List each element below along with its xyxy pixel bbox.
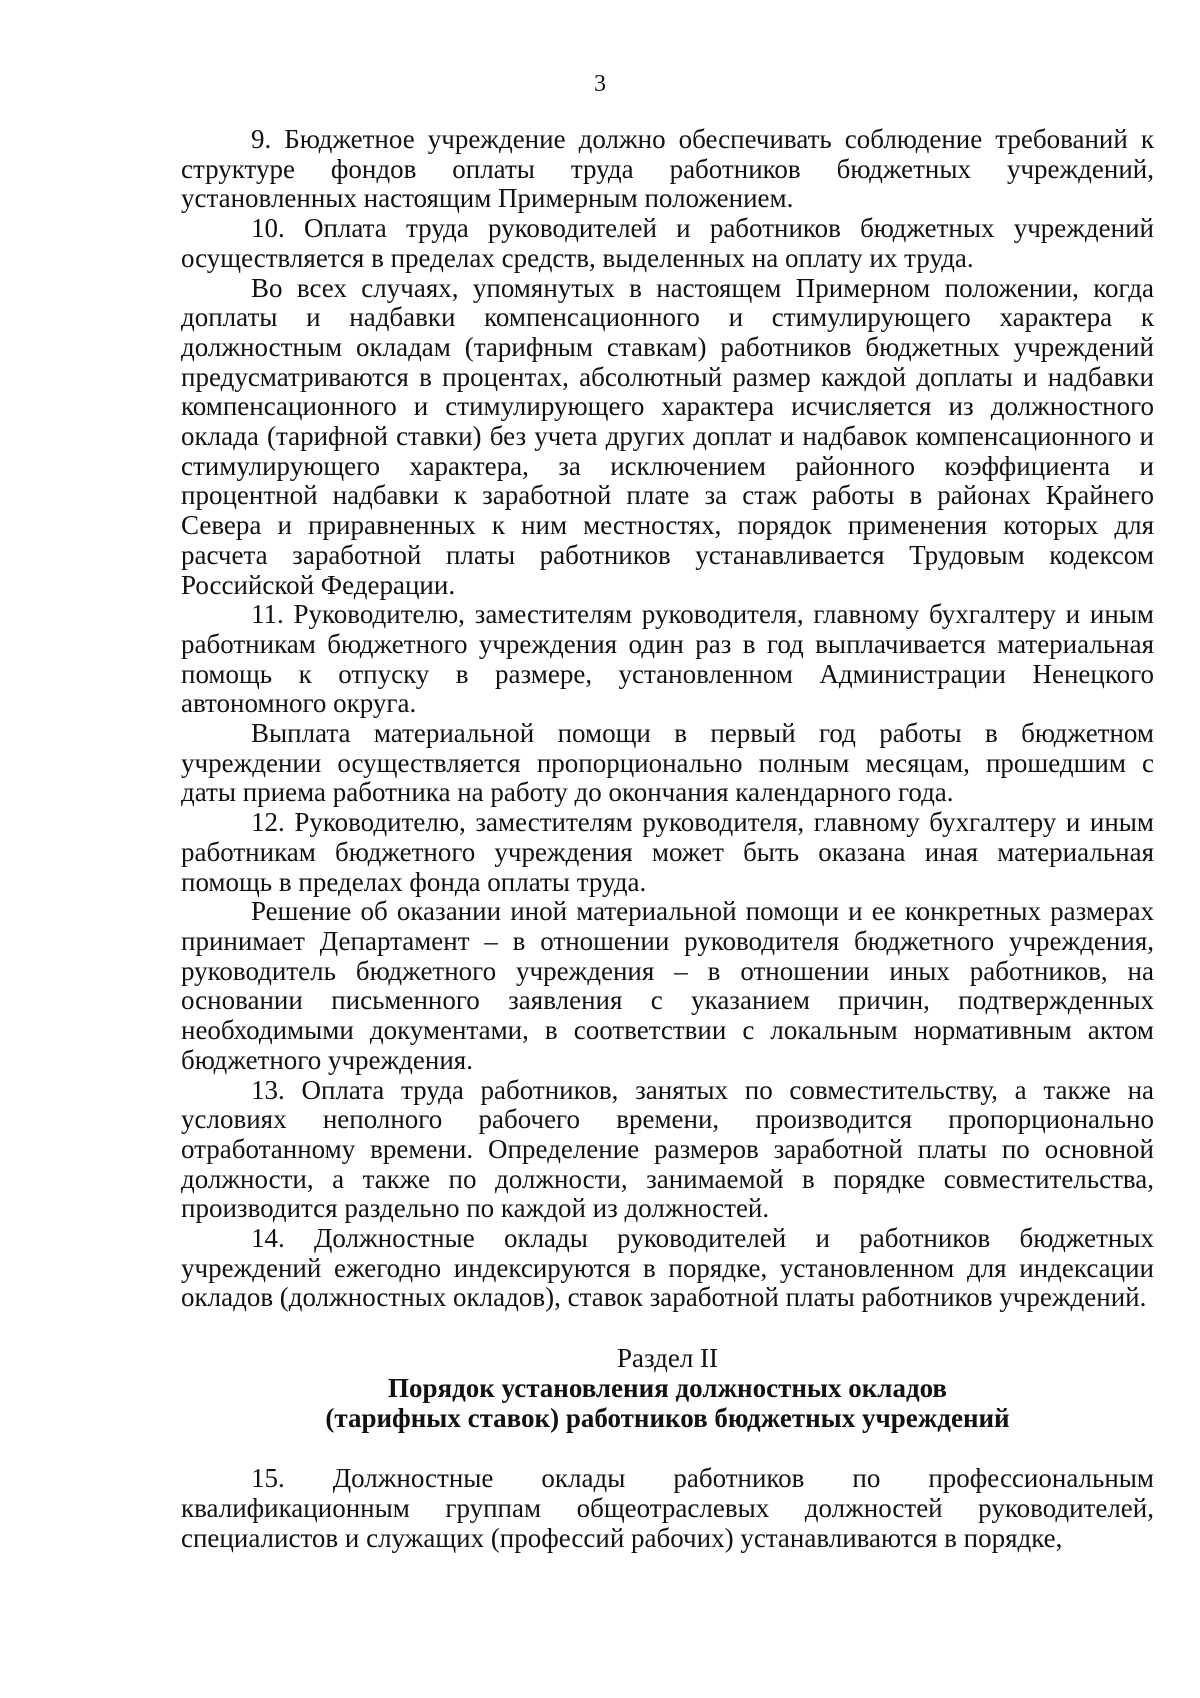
paragraph-11-continuation: Выплата материальной помощи в первый год работы в бюджетном учреждении осуществляется пропорционально полным месяцам, прошедшим с даты приема работника на работу до окончания календарного года. (181, 718, 1154, 808)
section-label: Раздел II (616, 1343, 719, 1374)
paragraph-14: 14. Должностные оклады руководителей и работников бюджетных учреждений ежегодно индексируются в порядке, установленном для индексации окладов (должностных окладов), ставок заработной платы работников учреждений. (181, 1223, 1154, 1313)
paragraph-12: 12. Руководителю, заместителям руководителя, главному бухгалтеру и иным работникам бюджетного учреждения может быть оказана иная материальная помощь в пределах фонда оплаты труда. (181, 807, 1154, 897)
page-number: 3 (594, 71, 606, 97)
paragraph-11: 11. Руководителю, заместителям руководителя, главному бухгалтеру и иным работникам бюджетного учреждения один раз в год выплачивается материальная помощь к отпуску в размере, установленном Администрации Ненецкого автономного округа. (181, 599, 1154, 719)
paragraph-10-continuation: Во всех случаях, упомянутых в настоящем Примерном положении, когда доплаты и надбавки компенсационного и стимулирующего характера к должностным окладам (тарифным ставкам) работников бюджетных учреждений предусматриваются в процентах, абсолютный размер каждой доплаты и надбавки компенсационного и стимулирующего характера исчисляется из должностного оклада (тарифной ставки) без учета других доплат и надбавок компенсационного и стимулирующего характера, за исключением районного коэффициента и процентной надбавки к заработной плате за стаж работы в районах Крайнего Севера и приравненных к ним местностях, порядок применения которых для расчета заработной платы работников устанавливается Трудовым кодексом Российской Федерации. (181, 272, 1154, 600)
paragraph-15: 15. Должностные оклады работников по профессиональным квалификационным группам общеотраслевых должностей руководителей, специалистов и служащих (профессий рабочих) устанавливаются в порядке, (181, 1463, 1154, 1553)
paragraph-9: 9. Бюджетное учреждение должно обеспечивать соблюдение требований к структуре фондов оплаты труда работников бюджетных учреждений, установленных настоящим Примерным положением. (181, 124, 1154, 214)
section-heading (181, 1344, 1154, 1433)
paragraph-12-continuation: Решение об оказании иной материальной помощи и ее конкретных размерах принимает Департамент – в отношении руководителя бюджетного учреждения, руководитель бюджетного учреждения – в отношении иных работников, на основании письменного заявления с указанием причин, подтвержденных необходимыми документами, в соответствии с локальным нормативным актом бюджетного учреждения. (181, 896, 1154, 1075)
paragraph-13: 13. Оплата труда работников, занятых по совместительству, а также на условиях неполного рабочего времени, производится пропорционально отработанному времени. Определение размеров заработной платы по основной должности, а также по должности, занимаемой в порядке совместительства, производится раздельно по каждой из должностей. (181, 1074, 1154, 1224)
section-title-line-2: (тарифных ставок) работников бюджетных учреждений (325, 1402, 1010, 1433)
document-body (181, 125, 1154, 1553)
section-title-line-1: Порядок установления должностных окладов (387, 1372, 948, 1403)
paragraph-10: 10. Оплата труда руководителей и работников бюджетных учреждений осуществляется в пределах средств, выделенных на оплату их труда. (181, 213, 1154, 273)
